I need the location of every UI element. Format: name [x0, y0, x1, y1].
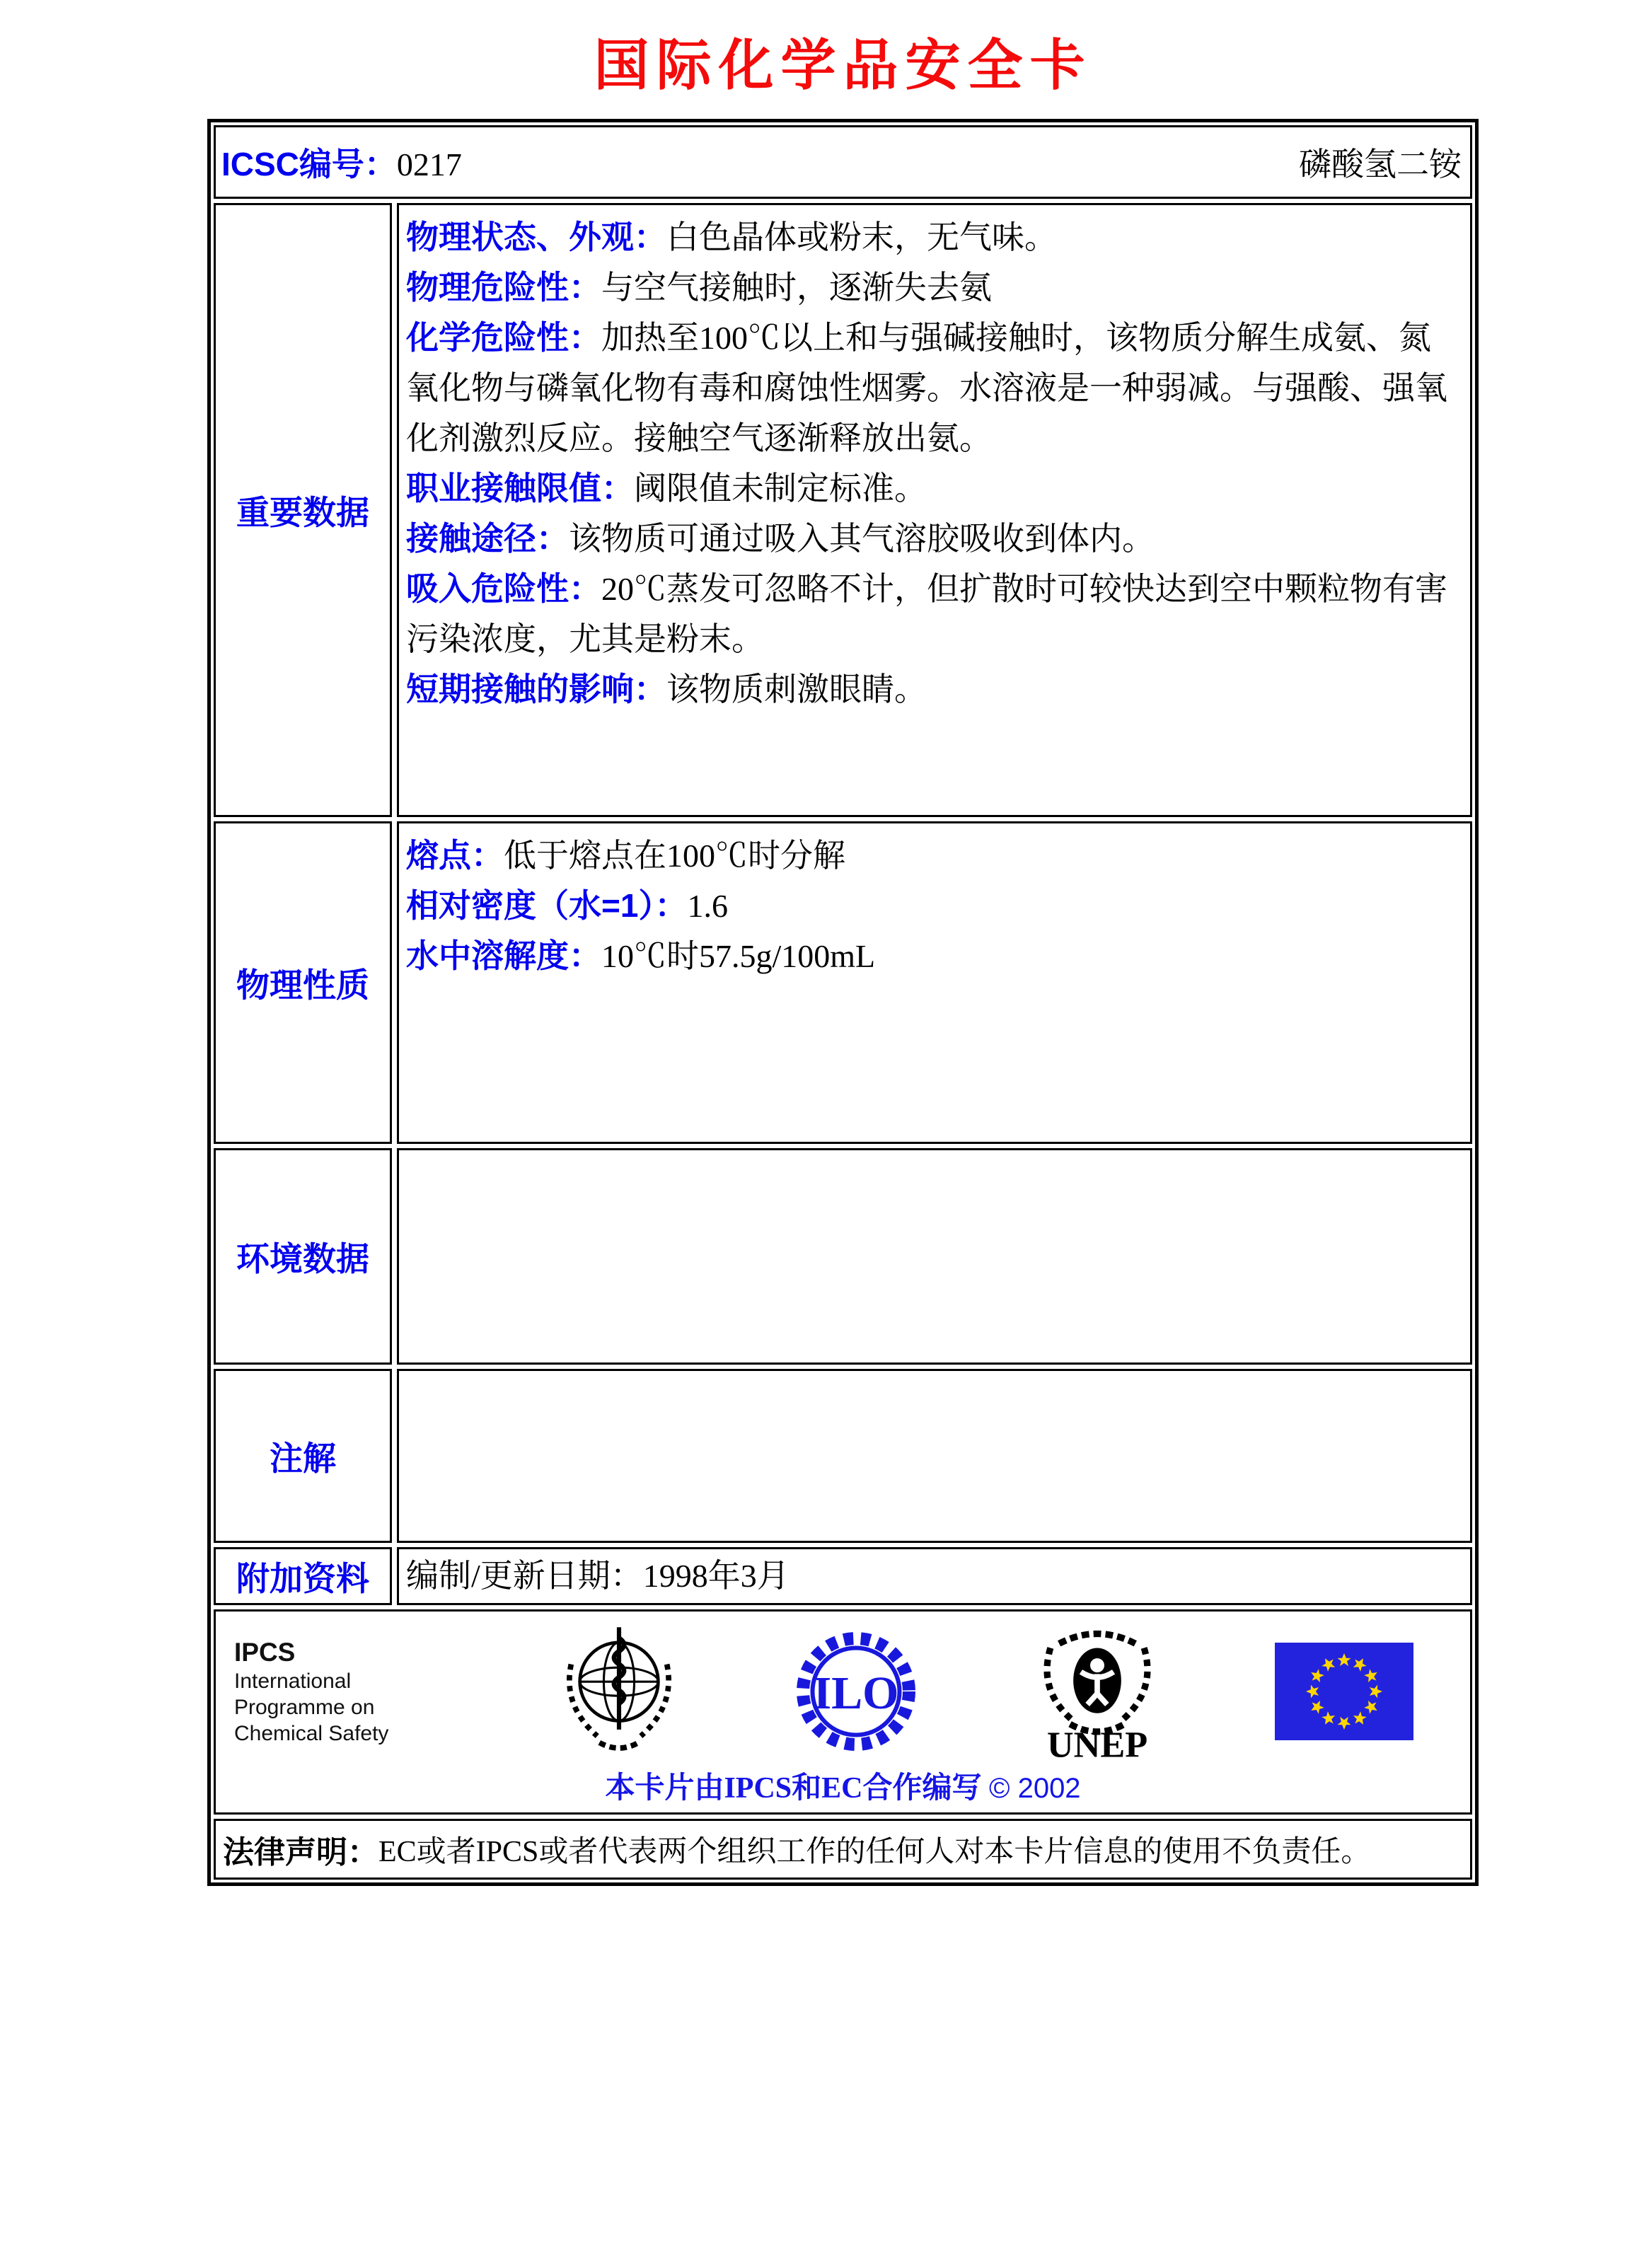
header-row	[214, 125, 1472, 199]
section-label-physical-properties: 物理性质	[214, 821, 392, 1144]
icsc-number-value: 0217	[396, 146, 462, 183]
data-item: 物理状态、外观：白色晶体或粉末，无气味。	[406, 219, 1057, 255]
update-date: 编制/更新日期：1998年3月	[406, 1558, 790, 1594]
section-environmental-data	[214, 1148, 1472, 1365]
unep-logo-icon	[1027, 1615, 1168, 1768]
copyright-text: © 2002	[988, 1773, 1081, 1804]
ipcs-title: IPCS	[234, 1637, 296, 1667]
icsc-document	[0, 21, 1625, 2268]
environmental-data-content	[397, 1148, 1472, 1365]
who-logo-icon	[553, 1621, 685, 1762]
data-item: 接触途径：该物质可通过吸入其气溶胶吸收到体内。	[406, 520, 1155, 557]
legal-text: EC或者IPCS或者代表两个组织工作的任何人对本卡片信息的使用不负责任。	[378, 1836, 1371, 1868]
chemical-name: 磷酸氢二铵	[1299, 146, 1462, 183]
data-item: 化学危险性：加热至100℃以上和与强碱接触时，该物质分解生成氨、氮氧化物与磷氧化物有毒和腐蚀性烟雾。水溶液是一种弱减。与强酸、强氧化剂激烈反应。接触空气逐渐释放出氨。	[406, 319, 1447, 456]
icsc-number-label: ICSC编号：	[221, 146, 397, 183]
section-label-environmental-data: 环境数据	[214, 1148, 392, 1365]
icsc-number-group	[221, 139, 462, 185]
ipcs-text-block: IPCS International Programme on Chemical Safety	[234, 1637, 446, 1747]
important-data-content	[397, 203, 1472, 817]
credit-text: 本卡片由IPCS和EC合作编写	[605, 1772, 982, 1805]
page-title: 国际化学品安全卡	[594, 35, 1092, 96]
additional-info-content	[397, 1547, 1472, 1605]
section-physical-properties	[214, 821, 1472, 1144]
legal-label: 法律声明：	[223, 1835, 378, 1870]
unep-logo-text: UNEP	[1046, 1724, 1147, 1766]
logos-strip	[230, 1619, 1456, 1764]
section-additional-info	[214, 1547, 1472, 1605]
ilo-logo-icon	[792, 1628, 920, 1755]
section-label-additional-info: 附加资料	[214, 1547, 392, 1605]
notes-content	[397, 1369, 1472, 1543]
legal-row	[214, 1819, 1472, 1880]
data-item: 物理危险性：与空气接触时，逐渐失去氨	[406, 269, 992, 306]
data-item: 熔点：低于熔点在100℃时分解	[406, 837, 845, 874]
logos-row	[214, 1609, 1472, 1815]
data-item: 相对密度（水=1）：1.6	[406, 887, 728, 924]
data-item: 吸入危险性：20℃蒸发可忽略不计，但扩散时可较快达到空中颗粒物有害污染浓度，尤其是粉末。	[406, 570, 1447, 657]
safety-card-table	[207, 119, 1479, 1886]
physical-properties-content	[397, 821, 1472, 1144]
data-item: 职业接触限值：阈限值未制定标准。	[406, 470, 927, 507]
data-item: 短期接触的影响：该物质刺激眼睛。	[406, 671, 927, 707]
section-label-notes: 注解	[214, 1369, 392, 1543]
section-important-data	[214, 203, 1472, 817]
ilo-logo-text: ILO	[812, 1667, 899, 1719]
card-credit-line	[230, 1764, 1456, 1807]
section-notes	[214, 1369, 1472, 1543]
data-item: 水中溶解度：10℃时57.5g/100mL	[406, 937, 876, 974]
eu-flag-icon	[1275, 1643, 1413, 1740]
section-label-important-data: 重要数据	[214, 203, 392, 817]
